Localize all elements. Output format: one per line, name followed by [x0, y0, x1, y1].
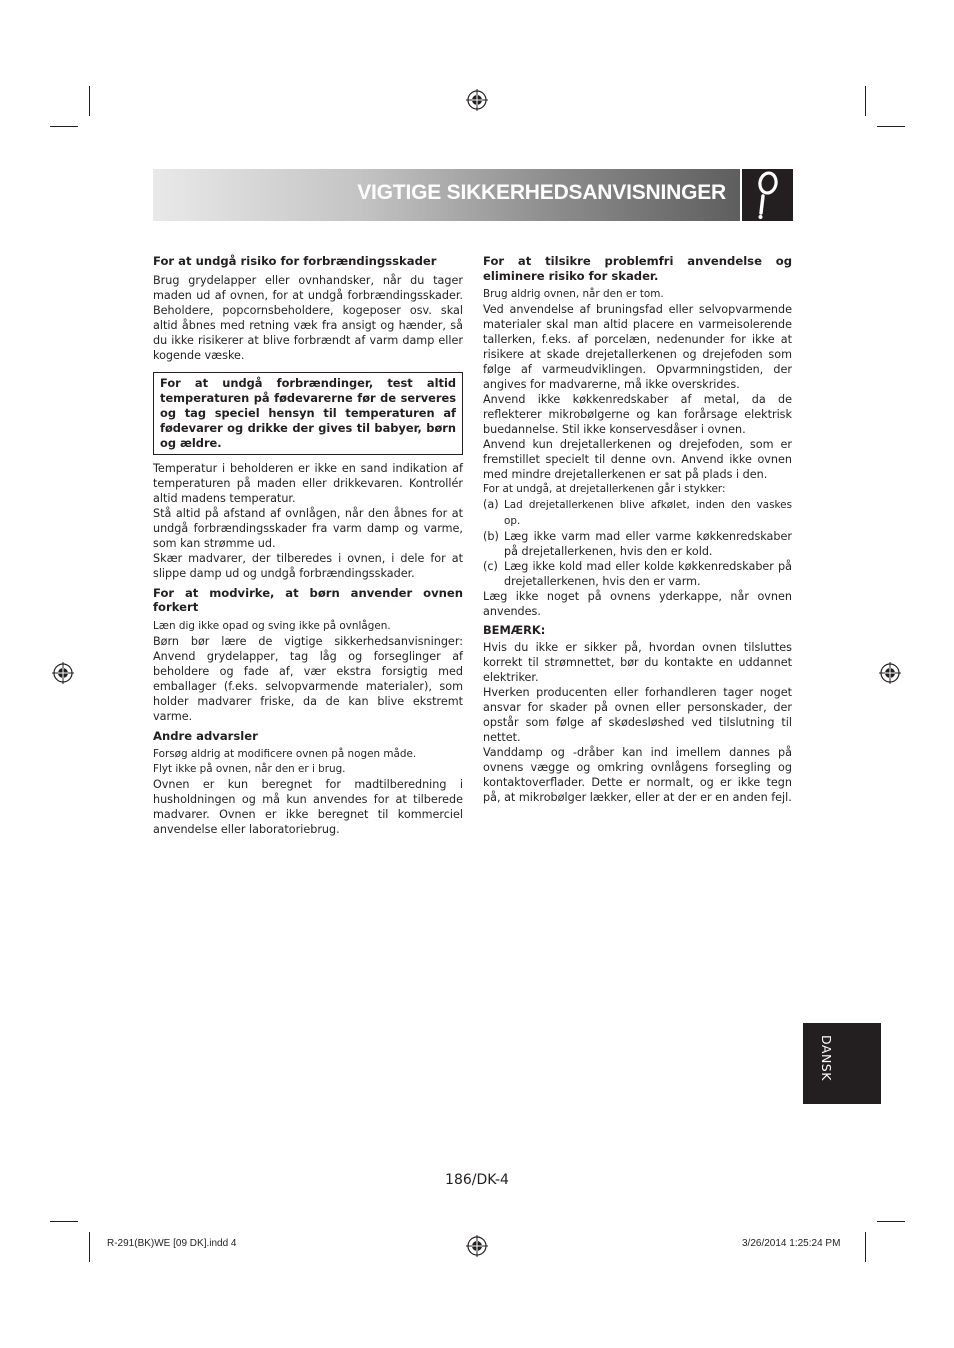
section-heading-children: For at modvirke, at børn anvender ovnen forkert [153, 585, 463, 614]
paragraph: Hvis du ikke er sikker på, hvordan ovnen tilsluttes korrekt til strømnettet, bør du kontakte en uddannet elektriker. [483, 641, 792, 684]
footer-filename: R-291(BK)WE [09 DK].indd 4 [107, 1238, 237, 1249]
list-item [483, 559, 792, 589]
registration-mark-icon [52, 662, 74, 684]
turntable-list [483, 497, 792, 589]
list-item-text: Læg ikke varm mad eller varme køkkenredskaber på drejetallerkenen, hvis den er kold. [504, 530, 792, 558]
section-header [153, 169, 740, 221]
left-column [153, 254, 463, 837]
crop-mark [877, 1221, 905, 1222]
section-heading-burn-risk: For at undgå risiko for forbrændingsskader [153, 254, 437, 268]
section-heading-other-warnings: Andre advarsler [153, 728, 258, 743]
list-item-text: Lad drejetallerkenen blive afkølet, inden den vaskes op. [504, 499, 792, 527]
paragraph: Brug grydelapper eller ovnhandsker, når du tager maden ud af ovnen, for at undgå forbrændingsskader. Beholdere, popcornsbeholdere, kogeposer osv. skal altid åbnes med retning væk fra ansigt og hænder, så du ikke risikerer at blive forbrændt af varm damp eller kogende væske. [153, 273, 463, 362]
crop-mark [865, 1232, 866, 1262]
language-tab-label: DANSK [819, 1035, 834, 1081]
paragraph: Stå altid på afstand af ovnlågen, når den åbnes for at undgå forbrændingsskader fra varm damp og varme, som kan strømme ud. [153, 506, 463, 550]
crop-mark [877, 126, 905, 127]
page-number: 186/DK-4 [445, 1172, 509, 1188]
registration-mark-icon [466, 1235, 488, 1257]
paragraph: Læn dig ikke opad og sving ikke på ovnlågen. [153, 619, 391, 632]
paragraph: Ovnen er kun beregnet for madtilberedning i husholdningen og må kun anvendes for at tilberede madvarer. Ovnen er ikke beregnet til kommerciel anvendelse eller laboratoriebrug. [153, 778, 463, 836]
paragraph: Børn bør lære de vigtige sikkerhedsanvisninger: Anvend grydelapper, tag låg og forseglinger af beholdere og fade af, vær ekstra forsigtig med emballager (f.eks. selvopvarmende materialer), som holder madvarer friske, da de kan blive ekstremt varme. [153, 634, 463, 723]
section-heading-safe-use: For at tilsikre problemfri anvendelse og eliminere risiko for skader. [483, 254, 792, 283]
footer-datetime: 3/26/2014 1:25:24 PM [742, 1238, 841, 1249]
paragraph: Vanddamp og -dråber kan ind imellem dannes på ovnens vægge og omkring ovnlågens forsegling og kontaktoverflader. Dette er normalt, og er ikke tegn på, at mikrobølger lækker, eller at der er en anden fejl. [483, 746, 792, 804]
paragraph: Hverken producenten eller forhandleren tager noget ansvar for skader på ovnen eller personskader, der opstår som følge af skødesløshed ved tilslutning til nettet. [483, 686, 792, 744]
crop-mark [50, 1221, 78, 1222]
paragraph: Anvend kun drejetallerkenen og drejefoden, som er fremstillet specielt til denne ovn. Anvend ikke ovnen med mindre drejetallerkenen er sat på plads i den. [483, 438, 792, 481]
list-marker: (a) [483, 498, 499, 511]
list-item [483, 529, 792, 559]
paragraph: Temperatur i beholderen er ikke en sand indikation af temperaturen på maden eller drikkevaren. Kontrollér altid madens temperatur. [153, 461, 463, 505]
page-title: VIGTIGE SIKKERHEDSANVISNINGER [357, 181, 726, 204]
crop-mark [50, 126, 78, 127]
paragraph: Læg ikke noget på ovnens yderkappe, når ovnen anvendes. [483, 590, 792, 618]
list-marker: (c) [483, 560, 498, 573]
warning-text: For at undgå forbrændinger, test altid temperaturen på fødevarerne før de serveres og tag speciel hensyn til temperaturen af fødevarer og drikke der gives til babyer, børn og ældre. [160, 375, 456, 450]
crop-mark [89, 1232, 90, 1262]
paragraph: Flyt ikke på ovnen, når den er i brug. [153, 763, 346, 775]
list-item-text: Læg ikke kold mad eller kolde køkkenredskaber på drejetallerkenen, hvis den er varm. [504, 560, 792, 588]
warning-box [153, 372, 463, 455]
crop-mark [89, 86, 90, 116]
paragraph: Brug aldrig ovnen, når den er tom. [483, 288, 664, 300]
language-tab [803, 1023, 881, 1104]
paragraph: Ved anvendelse af bruningsfad eller selvopvarmende materialer skal man altid placere en varmeisolerende tallerken, f.eks. af porcelæn, nedenunder for ikke at risikere at skade drejetallerkenen og drejefoden som følge af varmeudviklingen. Opvarmningstiden, der angives for madvarerne, må ikke overskrides. [483, 303, 792, 391]
header-icon-box [742, 169, 793, 221]
paragraph: For at undgå, at drejetallerkenen går i stykker: [483, 483, 726, 495]
right-column [483, 254, 792, 805]
paragraph: Anvend ikke køkkenredskaber af metal, da de reflekterer mikrobølgerne og kan forårsage elektrisk buedannelse. Stil ikke konservesdåser i ovnen. [483, 393, 792, 436]
paragraph: Skær madvarer, der tilberedes i ovnen, i dele for at slippe damp ud og undgå forbrændingsskader. [153, 551, 463, 580]
crop-mark [865, 86, 866, 116]
registration-mark-icon [879, 662, 901, 684]
note-heading: BEMÆRK: [483, 623, 546, 637]
exclamation-icon [742, 169, 793, 221]
list-marker: (b) [483, 530, 499, 543]
list-item [483, 497, 792, 529]
paragraph: Forsøg aldrig at modificere ovnen på nogen måde. [153, 748, 417, 760]
registration-mark-icon [466, 89, 488, 111]
